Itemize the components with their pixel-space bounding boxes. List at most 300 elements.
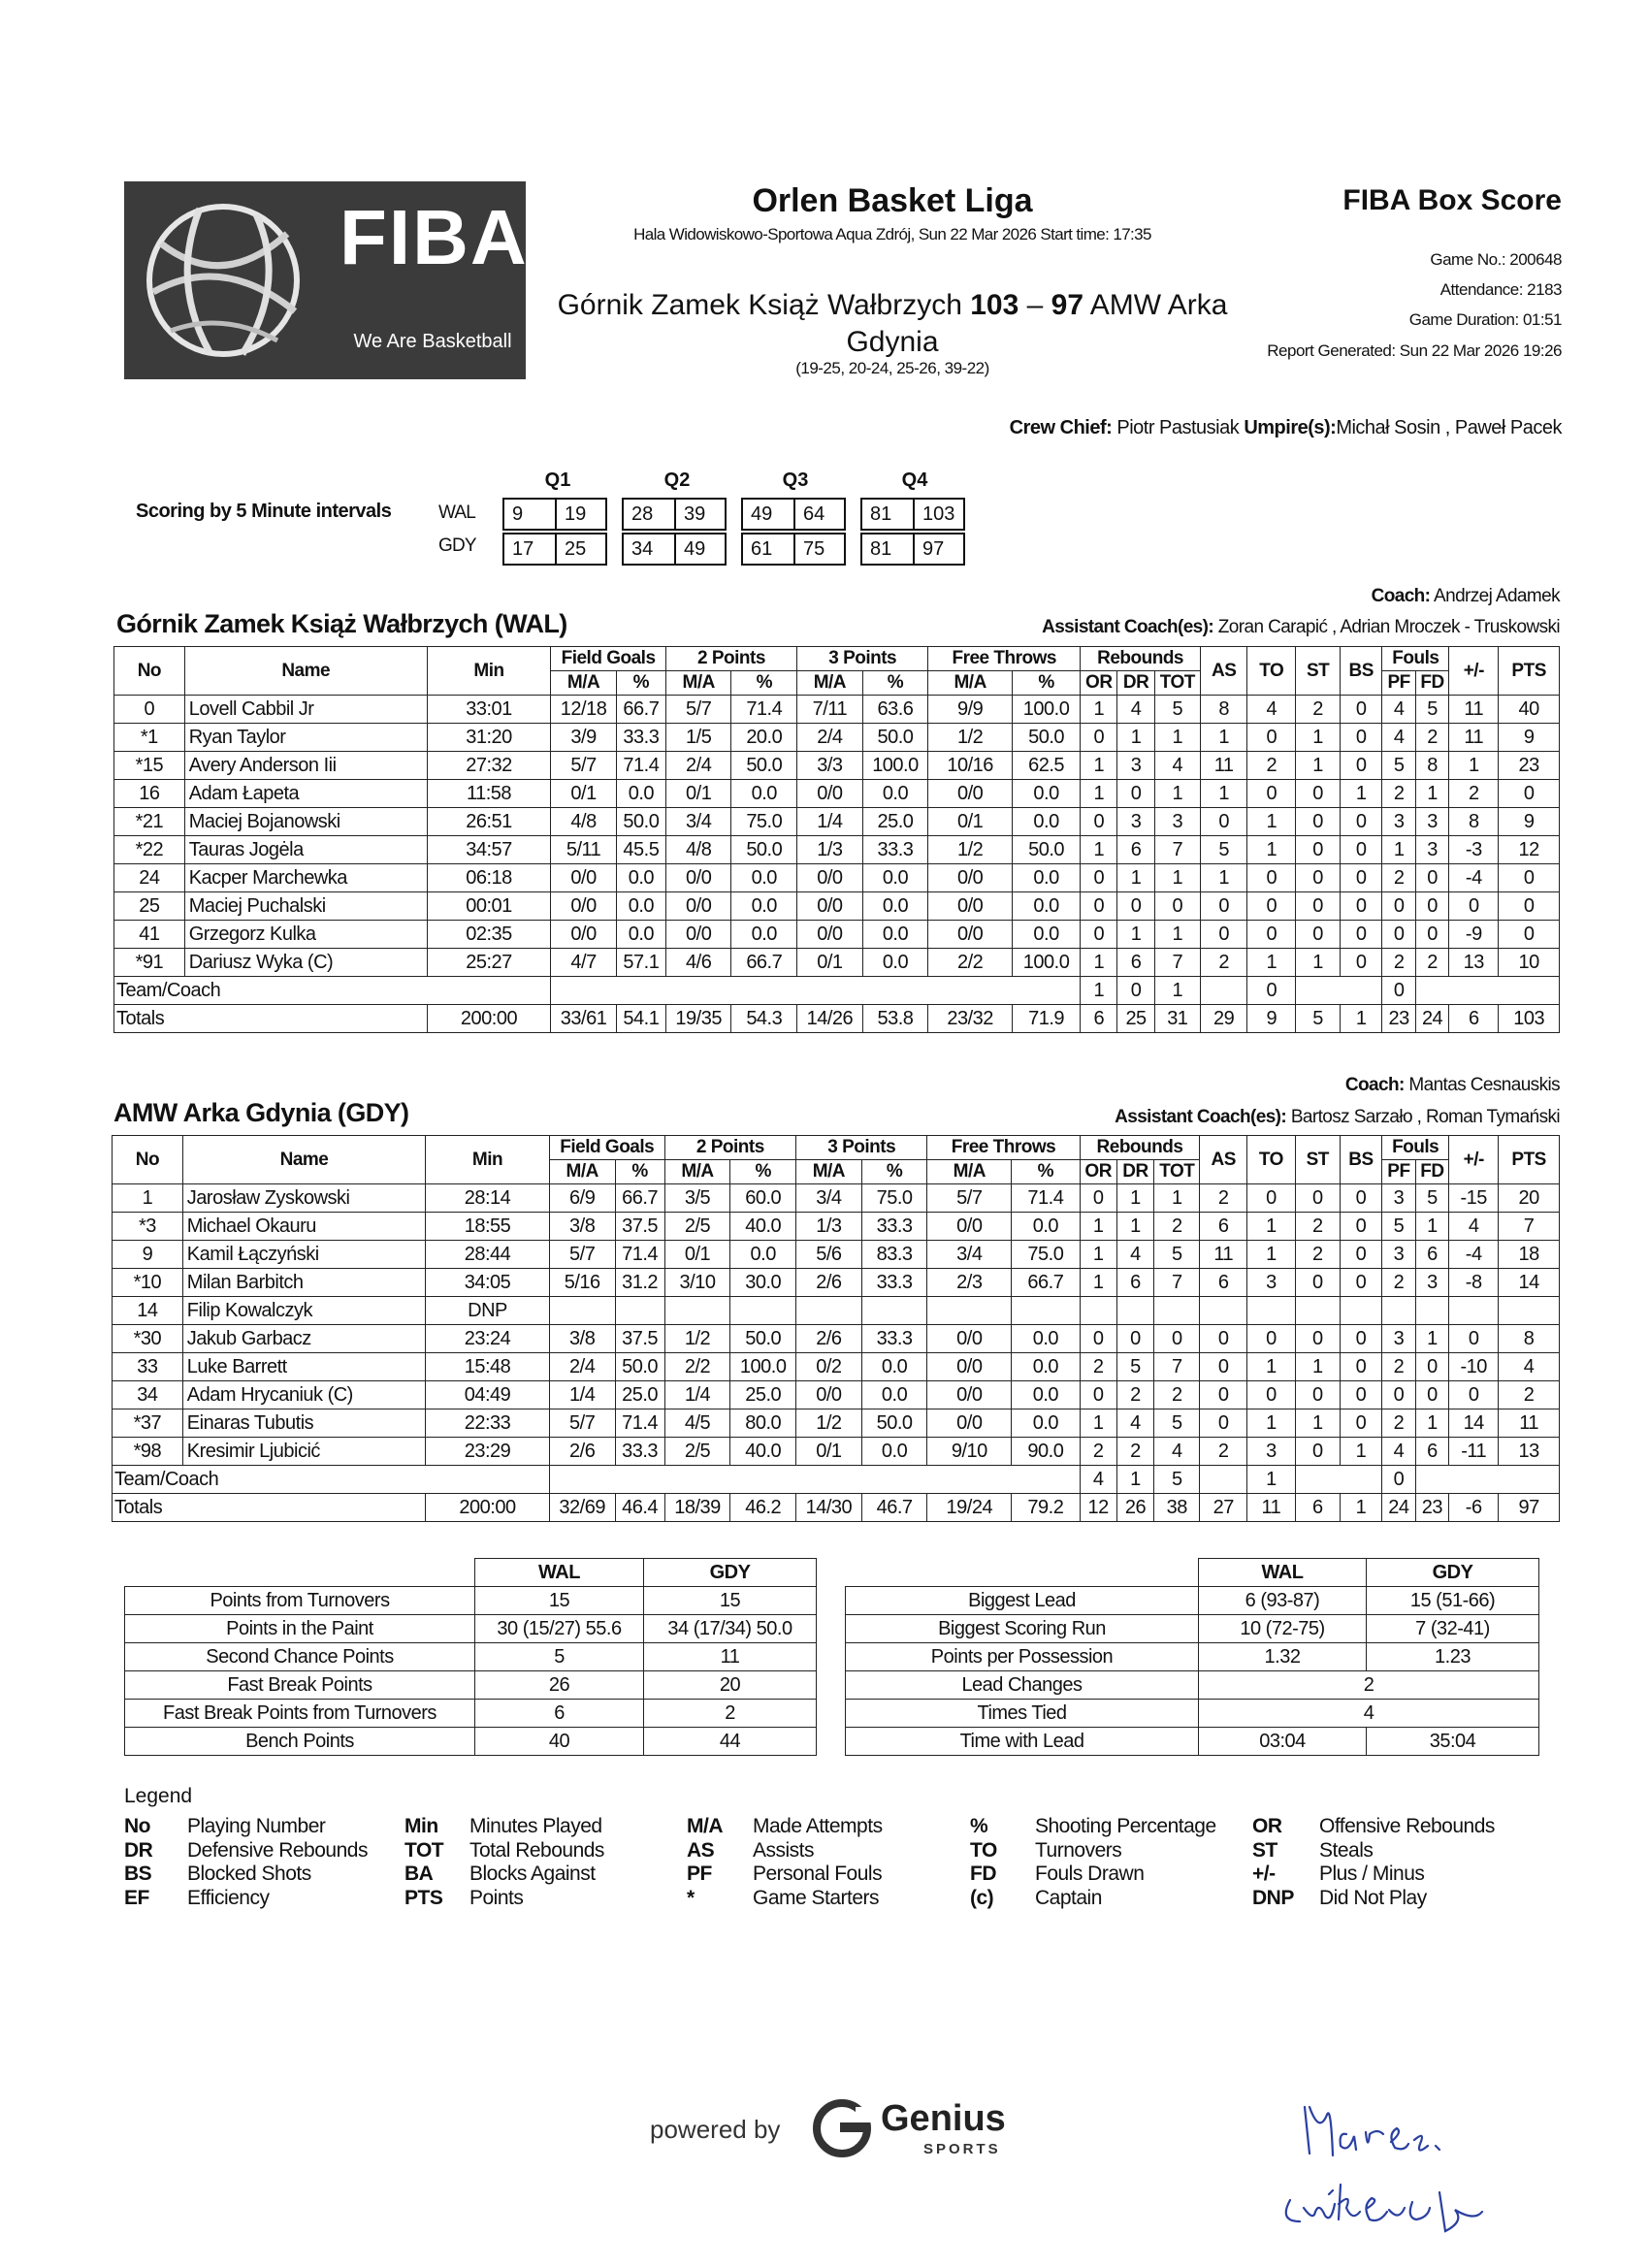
legend-abbr: ST [1252, 1838, 1277, 1862]
stat-cell: 0 [1247, 724, 1296, 752]
total-cell: 19/35 [665, 1005, 731, 1033]
stat-cell [1295, 1297, 1340, 1325]
stat-cell: 2 [1382, 1353, 1415, 1381]
stat-cell: 0 [1154, 892, 1200, 921]
stat-cell: 5/7 [549, 1241, 615, 1269]
col-fd: FD [1415, 1160, 1449, 1184]
legend-abbr: BA [404, 1863, 434, 1885]
stat-label: Points from Turnovers [125, 1587, 475, 1615]
stat-cell: 3 [1382, 1184, 1415, 1213]
stat-cell: 0 [1080, 1184, 1116, 1213]
stat-cell: 1 [1295, 1353, 1340, 1381]
stat-cell: 0 [1295, 1381, 1340, 1409]
stat-cell: 1 [1116, 1213, 1153, 1241]
col-st: ST [1296, 647, 1341, 696]
stat-cell: 11 [1449, 724, 1499, 752]
col-pct: % [1013, 671, 1081, 696]
stat-cell: 1 [1340, 1438, 1381, 1466]
stat-cell: 3/4 [665, 808, 731, 836]
stat-cell: 2/4 [549, 1353, 615, 1381]
stat-cell [861, 1297, 927, 1325]
table-row [114, 836, 1560, 864]
stat-cell: 0 [1117, 780, 1154, 808]
total-cell: 46.2 [730, 1494, 796, 1522]
stat-cell: 0/0 [796, 1381, 862, 1409]
stat-cell: 0/0 [797, 892, 863, 921]
stat-cell: 7/11 [797, 696, 863, 724]
stat-label: Biggest Scoring Run [846, 1615, 1199, 1643]
stat-cell [1200, 1297, 1247, 1325]
stat-cell: 11 [1200, 1241, 1247, 1269]
stat-cell: 0 [1341, 808, 1382, 836]
interval-box [741, 498, 846, 531]
stat-cell: 6 [1117, 949, 1154, 977]
stat-cell: 1/2 [928, 724, 1013, 752]
stat-cell: 7 [1154, 1353, 1200, 1381]
stat-cell: 0 [1081, 724, 1117, 752]
stat-cell: 2 [1295, 1213, 1340, 1241]
stat-cell: 0.0 [862, 892, 928, 921]
total-cell: 18/39 [664, 1494, 730, 1522]
stat-cell: 20.0 [731, 724, 797, 752]
stat-cell: 0 [1341, 892, 1382, 921]
stat-value: 10 (72-75) [1199, 1615, 1367, 1643]
stat-cell: 5 [1415, 1184, 1449, 1213]
stat-cell: 0 [1449, 1381, 1499, 1409]
interval-value: 25 [555, 535, 605, 564]
stat-cell: 0 [1415, 864, 1448, 892]
stat-cell: 04:49 [426, 1381, 550, 1409]
legend-abbr: * [687, 1886, 695, 1909]
total-cell: 24 [1415, 1005, 1448, 1033]
table-header-row [114, 647, 1560, 671]
stat-cell: 50.0 [862, 724, 928, 752]
stat-cell: 1 [1415, 1213, 1449, 1241]
stat-value: 6 [475, 1700, 644, 1728]
stat-cell: 4 [1116, 1409, 1153, 1438]
assistant-label: Assistant Coach(es): [1115, 1107, 1287, 1127]
venue-line: Hala Widowiskowo-Sportowa Aqua Zdrój, Sun 22 Mar 2026 Start time: 17:35 [633, 225, 1151, 243]
stat-cell: 0 [1415, 1353, 1449, 1381]
stat-cell: 0 [1296, 836, 1341, 864]
stat-cell: 1 [1117, 724, 1154, 752]
stat-cell: 1 [1154, 780, 1200, 808]
total-cell: 14/30 [796, 1494, 862, 1522]
stat-cell: 5/7 [549, 1409, 615, 1438]
stat-cell: 2 [1116, 1438, 1153, 1466]
home-score: 103 [970, 289, 1019, 321]
col-free-throws: Free Throws [927, 1136, 1080, 1160]
stat-cell: 0.0 [861, 1353, 927, 1381]
interval-value: 28 [631, 503, 654, 525]
player-name: Tauras Jogėla [184, 836, 427, 864]
stat-cell: 75.0 [731, 808, 797, 836]
stat-cell: 2 [1382, 949, 1415, 977]
stat-cell: 11 [1449, 696, 1499, 724]
stat-cell: 0 [1200, 1325, 1247, 1353]
stat-cell [1449, 1297, 1499, 1325]
stat-cell: 63.6 [862, 696, 928, 724]
team-code-header: GDY [644, 1559, 817, 1587]
stat-cell: 6 [1200, 1213, 1247, 1241]
player-number: *3 [113, 1213, 183, 1241]
stat-cell: -4 [1449, 1241, 1499, 1269]
table-row [114, 949, 1560, 977]
stat-cell: 7 [1499, 1213, 1560, 1241]
legend-description: Defensive Rebounds [187, 1838, 368, 1862]
player-number: *37 [113, 1409, 183, 1438]
stat-cell: 0/0 [928, 921, 1013, 949]
stat-cell: 5 [1154, 1466, 1200, 1494]
empty-cell [1295, 1466, 1381, 1494]
team-stat-row [846, 1671, 1539, 1700]
stat-cell: 0 [1415, 921, 1448, 949]
col-or: OR [1080, 1160, 1116, 1184]
stat-label: Second Chance Points [125, 1643, 475, 1671]
genius-sports-logo-icon [813, 2099, 873, 2157]
stat-cell: 5 [1415, 696, 1448, 724]
stat-cell: -4 [1449, 864, 1499, 892]
team-stat-row [125, 1643, 817, 1671]
stat-cell: 0 [1200, 1409, 1247, 1438]
interval-box [502, 498, 607, 531]
stat-cell: 0/1 [796, 1438, 862, 1466]
stat-cell: 14 [1449, 1409, 1499, 1438]
col-pct: % [861, 1160, 927, 1184]
stat-cell: 0 [1340, 1269, 1381, 1297]
stat-cell: 100.0 [1013, 696, 1081, 724]
stat-cell: 0.0 [1013, 864, 1081, 892]
player-name: Kresimir Ljubicić [182, 1438, 425, 1466]
stat-cell: 0 [1341, 752, 1382, 780]
col-name: Name [182, 1136, 425, 1184]
stat-cell: 3/5 [664, 1184, 730, 1213]
stat-cell: 1 [1116, 1184, 1153, 1213]
stat-cell: 1 [1154, 724, 1200, 752]
stat-cell: 0 [1200, 892, 1246, 921]
stat-cell: 0 [1295, 1184, 1340, 1213]
col-ma: M/A [797, 671, 863, 696]
team-stats-header-row [125, 1559, 817, 1587]
player-name: Michael Okauru [182, 1213, 425, 1241]
stat-cell: 4 [1382, 696, 1415, 724]
stat-label: Fast Break Points from Turnovers [125, 1700, 475, 1728]
stat-cell: 4/8 [665, 836, 731, 864]
stat-cell: 33.3 [861, 1325, 927, 1353]
player-name: Adam Łapeta [184, 780, 427, 808]
stat-label: Fast Break Points [125, 1671, 475, 1700]
stat-cell: 2 [1116, 1381, 1153, 1409]
player-name: Grzegorz Kulka [184, 921, 427, 949]
col-pf: PF [1382, 671, 1415, 696]
stat-cell: 1 [1415, 1325, 1449, 1353]
total-cell: 12 [1080, 1494, 1116, 1522]
stat-cell: 4/5 [664, 1409, 730, 1438]
stat-cell: 2 [1296, 696, 1341, 724]
stat-cell: 0 [1340, 1381, 1381, 1409]
stat-cell: 3 [1382, 1325, 1415, 1353]
player-name: Adam Hrycaniuk (C) [182, 1381, 425, 1409]
total-cell: 79.2 [1012, 1494, 1080, 1522]
stat-cell: 5 [1200, 836, 1246, 864]
stat-cell [730, 1297, 796, 1325]
stat-cell: 0 [1499, 780, 1560, 808]
stat-cell: 33.3 [616, 724, 665, 752]
stat-cell: 3 [1154, 808, 1200, 836]
team-coach-row [114, 977, 1560, 1005]
stat-cell: 0.0 [1013, 808, 1081, 836]
logo-tagline: We Are Basketball [353, 331, 512, 352]
stat-cell: 1 [1247, 808, 1296, 836]
stat-cell: 1 [1154, 977, 1200, 1005]
total-cell: 24 [1382, 1494, 1415, 1522]
stat-cell: 0 [1415, 1381, 1449, 1409]
stat-cell: 3/3 [797, 752, 863, 780]
team-coach-label: Team/Coach [113, 1466, 550, 1494]
player-name: Dariusz Wyka (C) [184, 949, 427, 977]
stat-cell: 1 [1080, 1241, 1116, 1269]
legend-description: Total Rebounds [469, 1838, 604, 1862]
legend-abbr: TOT [404, 1838, 444, 1862]
stat-cell: 12/18 [551, 696, 617, 724]
stat-cell: 5/7 [551, 752, 617, 780]
umpires-label: Umpire(s): [1244, 417, 1337, 438]
empty-cell [551, 977, 1081, 1005]
stat-cell: 0/0 [797, 864, 863, 892]
col-min: Min [426, 1136, 550, 1184]
totals-label: Totals [113, 1494, 426, 1522]
legend-description: Turnovers [1035, 1838, 1122, 1862]
player-name: Luke Barrett [182, 1353, 425, 1381]
stat-cell: 50.0 [731, 836, 797, 864]
player-number: *22 [114, 836, 185, 864]
total-cell: 54.1 [616, 1005, 665, 1033]
stat-value: 2 [644, 1700, 817, 1728]
team-stat-row [846, 1615, 1539, 1643]
stat-cell: 0 [1340, 1409, 1381, 1438]
stat-cell: 3/8 [549, 1325, 615, 1353]
col-no: No [114, 647, 185, 696]
col-dr: DR [1116, 1160, 1153, 1184]
team-stat-row [846, 1728, 1539, 1756]
stat-cell: 3 [1117, 752, 1154, 780]
stat-cell: 2/4 [665, 752, 731, 780]
stat-cell: 0 [1296, 864, 1341, 892]
stat-cell: 25:27 [427, 949, 551, 977]
legend-abbr: DNP [1252, 1886, 1294, 1909]
player-name: Kamil Łączyński [182, 1241, 425, 1269]
interval-value: 75 [793, 535, 844, 564]
team2-title: AMW Arka Gdynia (GDY) [113, 1098, 409, 1127]
empty-cell [549, 1466, 1080, 1494]
stat-cell: 0 [1295, 1269, 1340, 1297]
legend-title: Legend [124, 1785, 193, 1807]
stat-cell: 2/2 [928, 949, 1013, 977]
table-row [113, 1269, 1560, 1297]
stat-cell: 6 [1415, 1438, 1449, 1466]
legend-abbr: +/- [1252, 1863, 1276, 1885]
total-cell: 23/32 [928, 1005, 1013, 1033]
stat-cell: 0/0 [551, 892, 617, 921]
team-stats-left-table [124, 1558, 817, 1756]
stat-cell: 4/6 [665, 949, 731, 977]
stat-cell: 0/1 [664, 1241, 730, 1269]
stat-cell: 37.5 [615, 1213, 664, 1241]
stat-cell: 0 [1415, 892, 1448, 921]
stat-cell: 0 [1247, 864, 1296, 892]
stat-cell: 2 [1200, 949, 1246, 977]
interval-value: 61 [751, 538, 773, 560]
col-bs: BS [1341, 647, 1382, 696]
player-name: Milan Barbitch [182, 1269, 425, 1297]
team-stat-row [846, 1643, 1539, 1671]
stat-cell: 33:01 [427, 696, 551, 724]
player-number: 34 [113, 1381, 183, 1409]
stat-cell: 1 [1246, 1241, 1295, 1269]
col-st: ST [1295, 1136, 1340, 1184]
interval-value: 49 [751, 503, 773, 525]
legend-description: Offensive Rebounds [1319, 1815, 1495, 1837]
stat-cell: 40.0 [730, 1213, 796, 1241]
stat-cell: 0 [1341, 949, 1382, 977]
legend-abbr: Min [404, 1815, 438, 1837]
stat-cell: 40.0 [730, 1438, 796, 1466]
stat-cell: 1 [1154, 921, 1200, 949]
stat-cell: 8 [1449, 808, 1499, 836]
col-plus-minus: +/- [1449, 647, 1499, 696]
stat-cell: 0 [1382, 1466, 1415, 1494]
stat-cell: 31:20 [427, 724, 551, 752]
team-coach-row [113, 1466, 1560, 1494]
stat-cell: 2 [1415, 949, 1448, 977]
coach-label: Coach: [1344, 1075, 1405, 1095]
stat-cell: 37.5 [615, 1325, 664, 1353]
team1-coach-line [970, 586, 1560, 607]
team2-box-score-table [112, 1135, 1560, 1522]
player-number: 9 [113, 1241, 183, 1269]
stat-cell: 0 [1246, 1381, 1295, 1409]
stat-cell: 71.4 [615, 1409, 664, 1438]
stat-cell: 0 [1341, 696, 1382, 724]
team-code-header: WAL [1199, 1559, 1367, 1587]
stat-cell: 0 [1081, 808, 1117, 836]
total-cell: 6 [1449, 1005, 1499, 1033]
empty-cell [1415, 977, 1559, 1005]
stat-cell: 0 [1449, 892, 1499, 921]
stat-cell: 0.0 [862, 921, 928, 949]
stat-cell: 50.0 [861, 1409, 927, 1438]
stat-cell: 31.2 [615, 1269, 664, 1297]
stat-value: 5 [475, 1643, 644, 1671]
stat-cell: 0 [1116, 1325, 1153, 1353]
stat-cell: 1 [1081, 836, 1117, 864]
total-cell: 53.8 [862, 1005, 928, 1033]
stat-cell: 50.0 [1013, 836, 1081, 864]
team1-title: Górnik Zamek Książ Wałbrzych (WAL) [116, 609, 567, 638]
stat-cell: 0 [1341, 836, 1382, 864]
stat-cell: 75.0 [1012, 1241, 1080, 1269]
legend-description: Blocked Shots [187, 1863, 311, 1885]
stat-cell: 28:14 [426, 1184, 550, 1213]
col-pct: % [1012, 1160, 1080, 1184]
empty-cell [846, 1559, 1199, 1587]
total-cell: 9 [1247, 1005, 1296, 1033]
stat-cell: 0 [1295, 1325, 1340, 1353]
col-or: OR [1081, 671, 1117, 696]
player-number: 41 [114, 921, 185, 949]
team-stats-right-table [845, 1558, 1539, 1756]
stat-cell: 0.0 [731, 921, 797, 949]
stat-cell: 0 [1499, 864, 1560, 892]
stat-cell: 1 [1449, 752, 1499, 780]
table-row [113, 1325, 1560, 1353]
stat-cell: 0.0 [1012, 1213, 1080, 1241]
stat-cell: 50.0 [616, 808, 665, 836]
interval-value: 9 [512, 503, 524, 525]
match-result [543, 287, 1242, 361]
stat-cell: 0 [1247, 921, 1296, 949]
stat-cell: 4 [1449, 1213, 1499, 1241]
stat-value: 20 [644, 1671, 817, 1700]
player-name: Einaras Tubutis [182, 1409, 425, 1438]
stat-cell: 1 [1247, 836, 1296, 864]
total-cell: 31 [1154, 1005, 1200, 1033]
stat-cell: 1 [1415, 780, 1448, 808]
stat-cell: 80.0 [730, 1409, 796, 1438]
stat-cell: 28:44 [426, 1241, 550, 1269]
quarter-header: Q4 [901, 470, 928, 491]
stat-cell: 2/2 [664, 1353, 730, 1381]
stat-cell: 0 [1341, 864, 1382, 892]
legend-description: Steals [1319, 1838, 1374, 1862]
legend-abbr: No [124, 1815, 150, 1837]
player-name: Ryan Taylor [184, 724, 427, 752]
stat-cell: 0/0 [551, 864, 617, 892]
stat-cell: 25.0 [730, 1381, 796, 1409]
stat-cell: 2 [1200, 1438, 1247, 1466]
stat-cell: 3 [1382, 808, 1415, 836]
team-code-header: WAL [475, 1559, 644, 1587]
stat-value: 34 (17/34) 50.0 [644, 1615, 817, 1643]
assistant-label: Assistant Coach(es): [1042, 617, 1214, 637]
stat-cell: 0 [1247, 780, 1296, 808]
stat-label: Time with Lead [846, 1728, 1199, 1756]
stat-cell: 1 [1296, 752, 1341, 780]
stat-cell: 0 [1081, 864, 1117, 892]
empty-cell [1296, 977, 1382, 1005]
legend-abbr: AS [687, 1838, 715, 1862]
stat-cell: 1 [1295, 1409, 1340, 1438]
legend-description: Plus / Minus [1319, 1863, 1425, 1885]
stat-cell: 3 [1415, 808, 1448, 836]
stat-cell: 15:48 [426, 1353, 550, 1381]
col-2-points: 2 Points [665, 647, 796, 671]
stat-cell: 1 [1200, 864, 1246, 892]
stat-cell: 0/1 [928, 808, 1013, 836]
stat-value: 1.23 [1367, 1643, 1539, 1671]
stat-cell: 2 [1154, 1213, 1200, 1241]
stat-cell: 5/11 [551, 836, 617, 864]
stat-cell [1154, 1297, 1200, 1325]
stat-cell: 0/0 [665, 892, 731, 921]
stat-cell: 0/1 [797, 949, 863, 977]
stat-cell: 8 [1499, 1325, 1560, 1353]
total-cell: 32/69 [549, 1494, 615, 1522]
stat-cell: 14 [1499, 1269, 1560, 1297]
stat-cell: 7 [1154, 836, 1200, 864]
stat-cell: 2/5 [664, 1438, 730, 1466]
stat-cell [1080, 1297, 1116, 1325]
